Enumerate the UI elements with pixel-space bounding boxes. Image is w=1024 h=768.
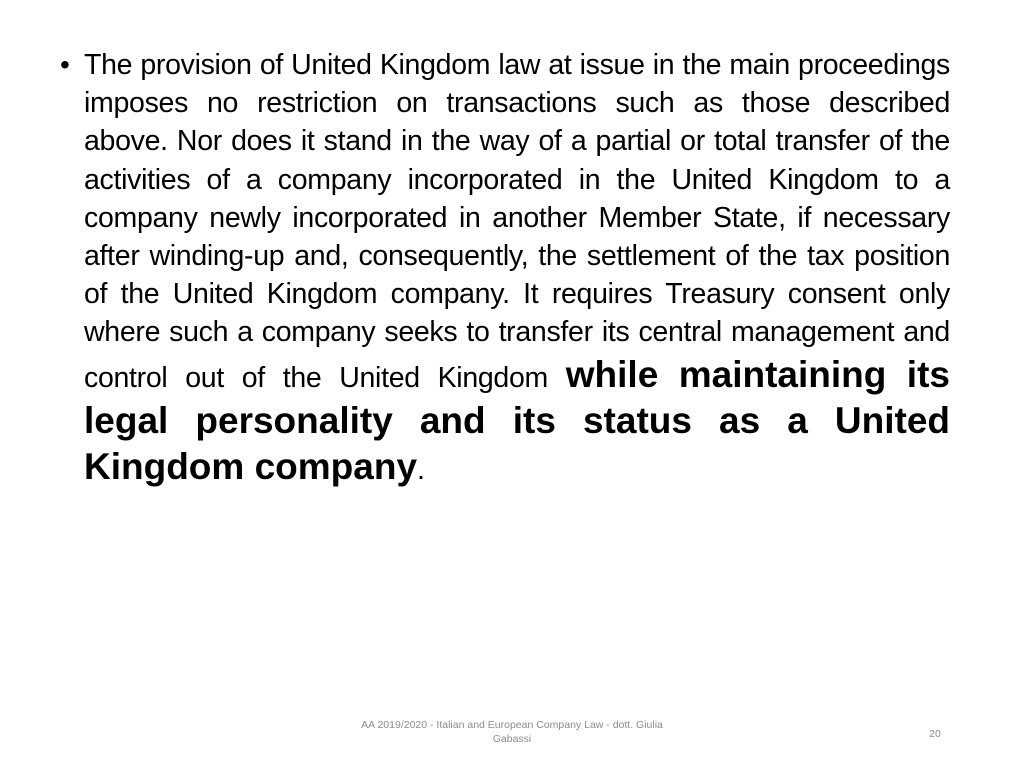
paragraph-end: .	[417, 453, 425, 486]
paragraph-emphasis: while maintaining its legal personality and its status as a United Kingdom company	[84, 353, 950, 487]
bullet-item	[60, 46, 950, 490]
paragraph-text: The provision of United Kingdom law at issue in the main proceedings imposes no restriction on transactions such as those described above. Nor does it stand in the way of a partial or total transfer of the activities of a company incorporated in the United Kingdom to a company newly incorporated in another Member State, if necessary after winding-up and, consequently, the settlement of the tax position of the United Kingdom company. It requires Treasury consent only where such a company seeks to transfer its central management and control out of the United Kingdom	[84, 49, 950, 394]
bullet-paragraph	[84, 46, 950, 490]
footer-text: AA 2019/2020 - Italian and European Company Law - dott. Giulia Gabassi	[361, 719, 663, 745]
page-number: 20	[929, 728, 941, 740]
bullet-icon: •	[60, 49, 70, 80]
